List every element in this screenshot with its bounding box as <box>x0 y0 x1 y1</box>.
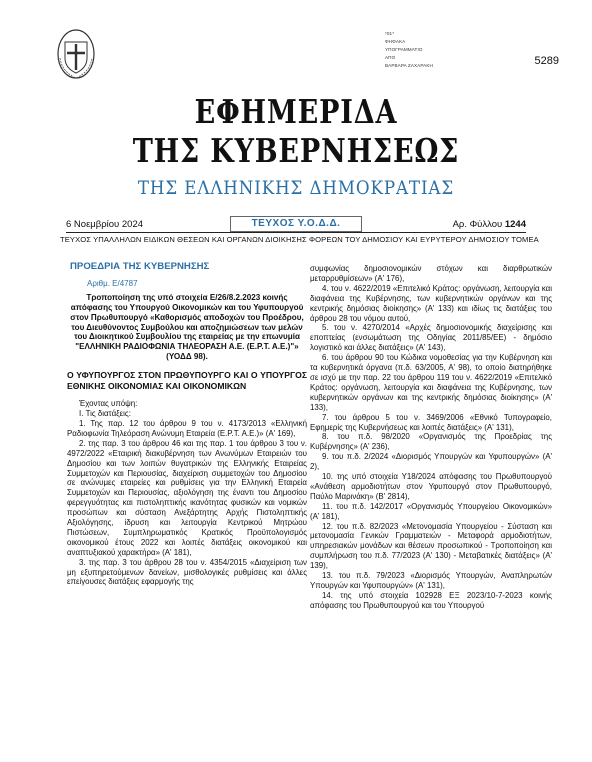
paragraph: 11. του π.δ. 142/2017 «Οργανισμός Υπουργείου Οικονομικών» (Α' 181), <box>310 501 552 521</box>
paragraph: 6. του άρθρου 90 του Κώδικα νομοθεσίας για την Κυβέρνηση και τα κυβερνητικά όργανα (π.δ. 63/2005, Α' 98), το οποίο διατηρήθηκε σε ισχύ με την παρ. 22 του άρθρου 119 του ν. 4622/2019 «Επιτελικό Κράτος: οργάνωση, λειτουργία και διαφάνεια της Κυβέρνησης, των κυβερνητικών οργάνων και της κεντρικής δημόσιας διοίκησης» (Α' 133), <box>310 353 552 412</box>
gazette-title-line3: ΤΗΣ ΕΛΛΗΝΙΚΗΣ ΔΗΜΟΚΡΑΤΙΑΣ <box>137 177 455 199</box>
paragraph: 3. της παρ. 3 του άρθρου 28 του ν. 4354/2015 «Διαχείριση των μη εξυπηρετούμενων δανείων, μισθολογικές ρυθμίσεις και άλλες επείγουσες διατάξεις εφαρμογής της <box>67 557 307 587</box>
paragraph: 1. Της παρ. 12 του άρθρου 9 του ν. 4173/2013 «Ελληνική Ραδιοφωνία Τηλεόραση Ανώνυμη Εταιρεία (Ε.Ρ.Τ. Α.Ε.)» (Α' 169), <box>67 418 307 438</box>
issue-meta-bar <box>66 216 526 233</box>
paragraph: συμφωνίας δημοσιονομικών στόχων και διαρθρωτικών μεταρρυθμίσεων» (Α' 176), <box>310 264 552 283</box>
sheet-value: 1244 <box>504 219 526 230</box>
code-line: ΑΠΟ <box>385 55 396 60</box>
having-label: Έχοντας υπόψη: <box>79 399 138 409</box>
sheet-number <box>453 219 526 230</box>
sheet-label: Αρ. Φύλλου <box>452 219 503 230</box>
decree-number: Αριθμ. Ε/4787 <box>87 278 138 288</box>
issue-type: ΤΕΥΧΟΣ Υ.Ο.Δ.Δ. <box>230 216 362 232</box>
paragraph: 2. της παρ. 3 του άρθρου 46 και της παρ. 1 του άρθρου 3 του ν. 4972/2022 «Εταιρική διακυβέρνηση των Ανωνύμων Εταιρειών του Δημοσίου και των λοιπών θυγατρικών της Ελληνικής Εταιρείας Συμμετοχών και Περιουσίας, διαχείριση συμμετοχών του Δημοσίου σε ανώνυμες εταιρείες και ρυθμίσεις για την Ελληνική Εταιρεία Συμμετοχών και Περιουσίας, αξιολόγηση της έναντι του Δημοσίου φερεγγυότητας και πιστοληπτικής ικανότητας φυσικών και νομικών προσώπων και σύσταση Ανεξάρτητης Αρχής Πιστοληπτικής Αξιολόγησης, ίδρυση και λειτουργία Κεντρικού Μητρώου Πιστώσεων, Συμπληρωματικός Κρατικός Προϋπολογισμός οικονομικού έτους 2022 και λοιπές διατάξεις οικονομικού και αναπτυξιακού χαρακτήρα» (Α' 181), <box>67 438 307 557</box>
code-line: ΥΠΟΓΡΑΜΜΑΤΙΟ <box>385 47 423 52</box>
code-line: ΦΗΦΑΚΑ <box>385 39 406 44</box>
page-number: 5289 <box>534 55 559 67</box>
code-line: ΒΑΡΒΑΡΑ ΖΑΧΑΡΑΚΗ <box>385 63 433 68</box>
ministers-heading: Ο ΥΦΥΠΟΥΡΓΟΣ ΣΤΟΝ ΠΡΩΘΥΠΟΥΡΓΟ ΚΑΙ Ο ΥΠΟΥΡΓΟΣ ΕΘΝΙΚΗΣ ΟΙΚΟΝΟΜΙΑΣ ΚΑΙ ΟΙΚΟΝΟΜΙΚΩΝ <box>67 370 307 391</box>
paragraph: 14. της υπό στοιχεία 102928 ΕΞ 2023/10-7-2023 κοινής απόφασης του Πρωθυπουργού και του Υπουργού <box>310 590 552 610</box>
section-title: ΠΡΟΕΔΡΙΑ ΤΗΣ ΚΥΒΕΡΝΗΣΗΣ <box>70 261 210 272</box>
gazette-title-line2: ΤΗΣ ΚΥΒΕΡΝΗΣΕΩΣ <box>132 131 460 170</box>
paragraph: 10. της υπό στοιχεία Υ18/2024 απόφασης του Πρωθυπουργού «Ανάθεση αρμοδιοτήτων στον Υφυπουργό στον Πρωθυπουργό, Παύλο Μαρινάκη» (Β' 2814), <box>310 472 552 501</box>
issue-date: 6 Νοεμβρίου 2024 <box>66 219 144 230</box>
left-column <box>67 262 307 587</box>
paragraph: 8. του π.δ. 98/2020 «Οργανισμός της Προεδρίας της Κυβέρνησης» (Α' 236), <box>310 432 552 452</box>
paragraph: 7. του άρθρου 5 του ν. 3469/2006 «Εθνικό Τυπογραφείο, Εφημερίς της Κυβερνήσεως και λοιπές διατάξεις» (Α' 131), <box>310 412 552 432</box>
paragraph: 9. του π.δ. 2/2024 «Διορισμός Υπουργών και Υφυπουργών» (Α' 2), <box>310 452 552 472</box>
paragraph: 13. του π.δ. 79/2023 «Διορισμός Υπουργών, Αναπληρωτών Υπουργών και Υφυπουργών» (Α' 131), <box>310 571 552 590</box>
paragraph: 5. του ν. 4270/2014 «Αρχές δημοσιονομικής διαχείρισης και εποπτείας (ενσωμάτωση της Οδηγίας 2011/85/ΕΕ) - δημόσιο λογιστικό και άλλες διατάξεις» (Α' 143), <box>310 323 552 353</box>
decree-title: Τροποποίηση της υπό στοιχεία Ε/26/8.2.2023 κοινής απόφασης του Υπουργού Οικονομικών και του Υφυπουργού στον Πρωθυπουργό «Καθορισμός αποδοχών του Προέδρου, του Διευθύνοντος Συμβούλου και αποζημιώσεων των μελών του Διοικητικού Συμβουλίου της εταιρείας με την επωνυμία "ΕΛΛΗΝΙΚΗ ΡΑΔΙΟΦΩΝΙΑ ΤΗΛΕΟΡΑΣΗ Α.Ε. (Ε.Ρ.Τ. Α.Ε.)"» (ΥΟΔΔ 98). <box>70 292 304 362</box>
series-title: ΤΕΥΧΟΣ ΥΠΑΛΛΗΛΩΝ ΕΙΔΙΚΩΝ ΘΕΣΕΩΝ ΚΑΙ ΟΡΓΑΝΩΝ ΔΙΟΙΚΗΣΗΣ ΦΟΡΕΩΝ ΤΟΥ ΔΗΜΟΣΙΟΥ ΚΑΙ ΕΥΡΥΤΕΡΟΥ ΔΗΜΟΣΙΟΥ ΤΟΜΕΑ <box>60 235 539 244</box>
provisions-label: I. Τις διατάξεις: <box>79 409 131 419</box>
gazette-title-line1: ΕΦΗΜΕΡΙΔΑ <box>194 92 398 131</box>
paragraph: 12. του π.δ. 82/2023 «Μετονομασία Υπουργείου - Σύσταση και μετονομασία Γενικών Γραμματειών - Μεταφορά αρμοδιοτήτων, υπηρεσιακών μονάδων και θέσεων προσωπικού - Τροποποίηση και συμπλήρωση του π.δ. 77/2023 (Α' 130) - Μεταβατικές διατάξεις» (Α' 139), <box>310 521 552 571</box>
right-column <box>310 264 552 611</box>
greek-emblem-icon <box>56 28 96 80</box>
paragraph: 4. του ν. 4622/2019 «Επιτελικό Κράτος: οργάνωση, λειτουργία και διαφάνεια της Κυβέρνησης, των κυβερνητικών οργάνων και της κεντρικής δημόσιας διοίκησης» (Α' 133) και ιδίως τις διατάξεις του άρθρου 28 του νόμου αυτού, <box>310 283 552 323</box>
code-line: *01* <box>385 31 395 36</box>
barcode-codes <box>385 30 433 70</box>
